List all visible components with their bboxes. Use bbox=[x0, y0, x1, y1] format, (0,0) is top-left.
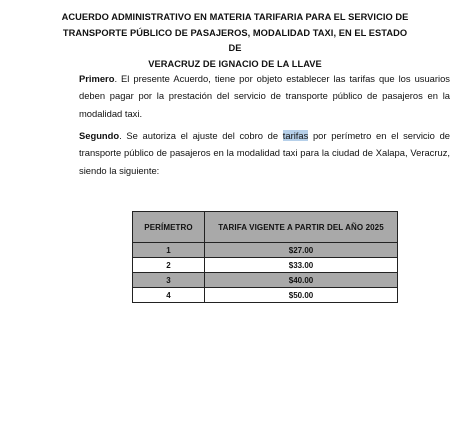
table-cell-perimetro: 1 bbox=[133, 243, 205, 258]
title-line: VERACRUZ DE IGNACIO DE LA LLAVE bbox=[148, 58, 322, 69]
table-cell-tarifa: $40.00 bbox=[205, 273, 398, 288]
table-cell-perimetro: 4 bbox=[133, 288, 205, 303]
table-row bbox=[133, 273, 398, 288]
paragraph-text: . El presente Acuerdo, tiene por objeto establecer las tarifas que los usuarios deben pagar por la prestación del servicio de transporte público de pasajeros en la modalidad taxi. bbox=[79, 73, 450, 119]
table-cell-perimetro: 3 bbox=[133, 273, 205, 288]
selected-text[interactable]: tarifas bbox=[282, 130, 309, 141]
document-title bbox=[60, 10, 410, 72]
table-row bbox=[133, 243, 398, 258]
paragraph-label: Segundo bbox=[79, 130, 120, 141]
paragraph-segundo bbox=[79, 127, 450, 179]
table-cell-tarifa: $27.00 bbox=[205, 243, 398, 258]
paragraph-text: por perímetro en el servicio de transporte público de pasajeros en la modalidad taxi para la ciudad de Xalapa, Veracruz, siendo la siguiente: bbox=[79, 130, 451, 176]
paragraph-label: Primero bbox=[79, 73, 115, 84]
table-cell-tarifa: $50.00 bbox=[205, 288, 398, 303]
title-line: TRANSPORTE PÚBLICO DE PASAJEROS, MODALIDAD TAXI, EN EL ESTADO DE bbox=[62, 27, 408, 53]
column-header-perimetro: PERÍMETRO bbox=[133, 212, 205, 243]
table-header-row bbox=[133, 212, 398, 243]
column-header-tarifa: TARIFA VIGENTE A PARTIR DEL AÑO 2025 bbox=[205, 212, 398, 243]
paragraph-primero bbox=[79, 70, 450, 122]
title-line: ACUERDO ADMINISTRATIVO EN MATERIA TARIFARIA PARA EL SERVICIO DE bbox=[61, 12, 409, 22]
table-row bbox=[133, 258, 398, 273]
tariff-table bbox=[132, 211, 398, 303]
paragraph-text: . Se autoriza el ajuste del cobro de bbox=[119, 130, 283, 141]
table-cell-perimetro: 2 bbox=[133, 258, 205, 273]
table-cell-tarifa: $33.00 bbox=[205, 258, 398, 273]
table-row bbox=[133, 288, 398, 303]
